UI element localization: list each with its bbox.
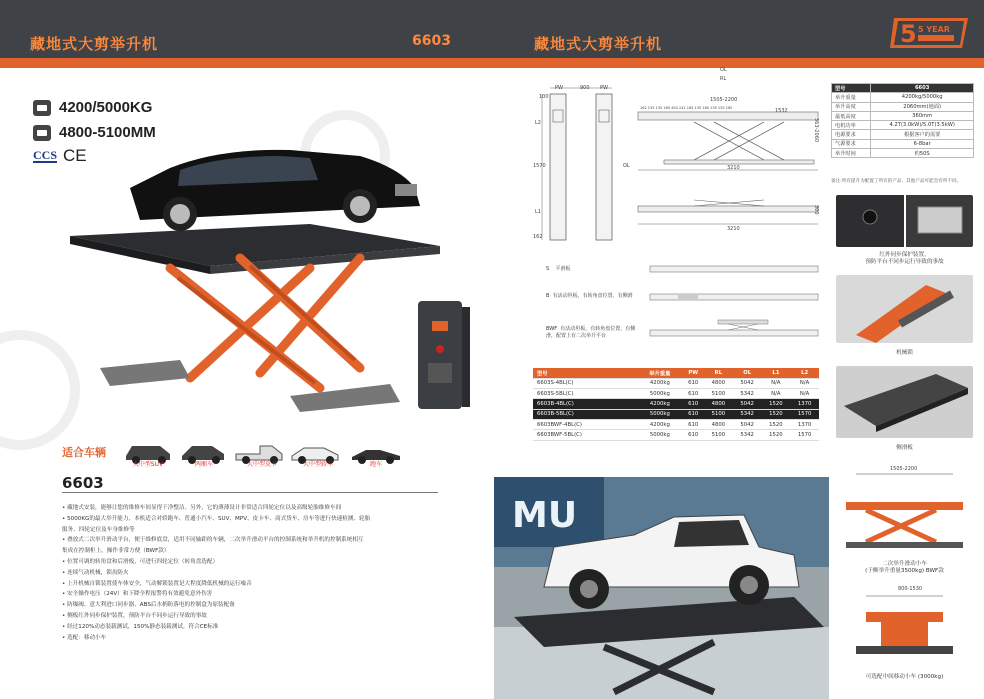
cell: 1370 — [790, 419, 819, 429]
side-view-drawing — [634, 88, 824, 238]
vehicle-label: 跑车 — [369, 461, 382, 468]
variant-b-label: B 有活动坦板，有转角盘位置，有侧滑 — [546, 293, 633, 299]
cell: 5100 — [704, 409, 733, 419]
cell: 1520 — [762, 409, 791, 419]
spec-value: 4200kg/5000kg — [871, 93, 974, 102]
cell: 1520 — [762, 430, 791, 440]
section-title: 6603 — [62, 474, 104, 492]
feature-item: • 连续气动机械，锁齿防火 — [62, 569, 129, 576]
dim-small-series: 162 135 135 160 450 241 165 135 160 135 135 162 — [640, 106, 733, 110]
vehicle-label: 大中型皮卡 — [246, 461, 277, 468]
spec-value: 360mm — [871, 111, 974, 120]
spec-lift-height-value: 4800-5100MM — [59, 124, 156, 141]
cell: 1570 — [790, 430, 819, 440]
vehicle-label: 两厢车 — [194, 461, 213, 468]
variant-table-header: 型号 — [533, 368, 637, 378]
spec-value: 4.2T(3.0kW)/5.0T(3.5kW) — [871, 121, 974, 130]
cell: 5000kg — [637, 389, 682, 399]
feature-item: • 位置可调的转角盘和后滑板，可进行四轮定位（转角盘选配） — [62, 558, 219, 565]
dim-162: 162 — [533, 234, 543, 240]
cell: N/A — [762, 389, 791, 399]
variant-table-header: OL — [733, 368, 762, 378]
dim-900: 900 — [580, 85, 590, 91]
control-cabinet-image — [414, 297, 472, 417]
spec-key: 举升高度 — [832, 102, 871, 111]
feature-item: • 上升机械自锁装置使车体安全，气动解锁装置是大程度降低机械的运行噪音 — [62, 580, 252, 587]
cell: 5042 — [733, 399, 762, 409]
feature-item: • 藏地式安装，能够让您的维修车间显得干净整洁。另外，它的薄薄设计非常适合四轮定位以及高级轮胎维修车间 — [62, 505, 342, 511]
feature-item: • 侧板红外同步保护装置，预防平台不同步运行导致的事故 — [62, 612, 207, 619]
feature-item: • 5000KG的最大举升能力，本机适合对轿跑车、普通小汽车、SUV、MPV、皮卡车、商式货车、房车等进行快速检测、轮胎 — [62, 515, 371, 522]
cell: 6603BWF-4BL(C) — [533, 419, 637, 429]
table-row — [533, 399, 819, 409]
table-row — [533, 378, 819, 388]
cell: 5100 — [704, 430, 733, 440]
dim-1532: 1532 — [775, 108, 788, 114]
header-model-number: 6603 — [412, 33, 451, 49]
mechanical-lock-caption: 机械锁 — [896, 350, 913, 356]
spec-key: 电源要求 — [832, 130, 871, 139]
mobile-jack-photo — [836, 582, 973, 668]
second-lift-jack-photo — [836, 462, 973, 557]
variant-table-header: RL — [704, 368, 733, 378]
table-row — [533, 409, 819, 419]
suitable-vehicles-title: 适合车辆 — [62, 446, 106, 459]
spec-value: 6-8bar — [871, 139, 974, 148]
ccs-logo: CCS — [33, 148, 58, 162]
cell: 4200kg — [637, 419, 682, 429]
cell: 610 — [682, 419, 704, 429]
variant-table-header: 举升重量 — [637, 368, 682, 378]
variant-platform-drawings — [648, 262, 820, 350]
infrared-sensor-photo — [836, 195, 973, 247]
svg-text:5 YEAR: 5 YEAR — [918, 25, 950, 34]
feature-item: 集成在控制柜上，操作非常方便（BWF款） — [62, 548, 170, 555]
feature-item: • 经过120%动态装载测试，150%静态装载测试，符合CE标准 — [62, 623, 219, 630]
variant-s-label: S 平滑板 — [546, 266, 571, 272]
cell: 1370 — [790, 399, 819, 409]
cell: 6603BWF-5BL(C) — [533, 430, 637, 440]
cell: 1520 — [762, 399, 791, 409]
dim-300: 300 — [813, 205, 819, 215]
spec-capacity-value: 4200/5000KG — [59, 99, 153, 116]
feature-item: 服务、四轮定位及车身维修等 — [62, 526, 135, 533]
warranty-logo-icon — [890, 16, 970, 50]
cell: 4800 — [704, 378, 733, 388]
cell: 5100 — [704, 389, 733, 399]
spec-table — [831, 83, 974, 158]
dim-pw-left: PW — [555, 85, 563, 91]
jack-dim-a: 1505-2200 — [890, 466, 918, 472]
dim-ol-top: OL — [720, 67, 727, 73]
vehicle-label: 大中型轿车 — [302, 461, 333, 468]
spec-key: 最低高度 — [832, 111, 871, 120]
spec-table-header: 6603 — [871, 84, 974, 93]
cell: 6603B-4BL(C) — [533, 399, 637, 409]
slide-plate-photo — [836, 366, 973, 438]
banner-text: MU — [512, 495, 578, 536]
mobile-jack-caption: 可选配中间移动小车 (3000kg) — [865, 674, 944, 680]
cell: 4200kg — [637, 399, 682, 409]
feature-item: • 叠放式二次举升滑动平台，便于维修底盘，适用不同轴距的车辆，二次举升滑动平台的控制系统和举升机的控制系统相互 — [62, 537, 364, 544]
height-icon — [33, 125, 51, 141]
feature-item: • 防爆阀、意大利进口同步器、ABS后水柄防落电的控制盒为原装配备 — [62, 602, 235, 609]
spec-note: 备注:所有提升为配置了所有的产品，其他产品可能会有所不同。 — [831, 179, 962, 184]
cell: 6603S-5BL(C) — [533, 389, 637, 399]
cell: N/A — [790, 389, 819, 399]
variant-table-header: L1 — [762, 368, 791, 378]
section-divider — [62, 492, 438, 493]
dim-3210: 3210 — [727, 165, 740, 171]
variant-bwf-label: BWF 有活动坦板，有转角盘位置，有侧滑，配置上有二次举升平台 — [546, 326, 636, 339]
header-title-right: 藏地式大剪举升机 — [534, 35, 663, 53]
variant-table-header: L2 — [790, 368, 819, 378]
cell: N/A — [790, 378, 819, 388]
cell: 5042 — [733, 419, 762, 429]
cell: 6603B-5BL(C) — [533, 409, 637, 419]
dim-rl: RL — [720, 76, 727, 82]
cell: 1570 — [790, 409, 819, 419]
cell: 5000kg — [637, 430, 682, 440]
cell: N/A — [762, 378, 791, 388]
spec-key: 举升时间 — [832, 149, 871, 158]
second-lift-jack-caption: 二次举升滑动小车 (于额举升重量3500kg) BWF款 — [865, 561, 944, 574]
spec-key: 气源要求 — [832, 139, 871, 148]
dim-pw-right: PW — [600, 85, 608, 91]
cell: 1520 — [762, 419, 791, 429]
variant-table-header: PW — [682, 368, 704, 378]
slide-plate-caption: 侧滑板 — [896, 445, 913, 451]
spec-key: 举升重量 — [832, 93, 871, 102]
cell: 4200kg — [637, 378, 682, 388]
variant-table — [533, 368, 819, 441]
dim-100: 100 — [539, 94, 549, 100]
cell: 6603S-4BL(C) — [533, 378, 637, 388]
spec-table-header: 型号 — [832, 84, 871, 93]
infrared-sensor-caption: 红外同步保护装置， 预防平台不同步运行导致的事故 — [865, 252, 944, 265]
cell: 5000kg — [637, 409, 682, 419]
cell: 610 — [682, 430, 704, 440]
table-row — [533, 389, 819, 399]
cell: 4800 — [704, 419, 733, 429]
workshop-photo — [494, 477, 829, 699]
cell: 610 — [682, 389, 704, 399]
vehicle-label: 大中型SUV — [132, 461, 164, 468]
cell: 610 — [682, 378, 704, 388]
dim-ol: OL — [623, 163, 630, 169]
cell: 610 — [682, 399, 704, 409]
dim-l1: L1 — [535, 209, 541, 215]
dim-3210-lower: 3210 — [727, 226, 740, 232]
spec-value: 约50S — [871, 149, 974, 158]
dim-1505-2200: 1505-2200 — [710, 97, 738, 103]
cell: 5342 — [733, 430, 762, 440]
dim-l2: L2 — [535, 120, 541, 126]
dim-1570: 1570 — [533, 163, 546, 169]
spec-key: 电机功率 — [832, 121, 871, 130]
cell: 5042 — [733, 378, 762, 388]
table-row — [533, 419, 819, 429]
weight-icon — [33, 100, 51, 116]
cell: 5342 — [733, 389, 762, 399]
cell: 5342 — [733, 409, 762, 419]
spec-value: 2060mm(地面) — [871, 102, 974, 111]
header-stripe — [0, 58, 984, 68]
feature-item: • 安全操作电压（24V）和下降全程报警将有效避免意外伤害 — [62, 591, 213, 598]
ce-mark: CE — [63, 146, 87, 165]
svg-text:5: 5 — [900, 20, 917, 48]
spec-capacity — [33, 99, 152, 116]
mechanical-lock-photo — [836, 275, 973, 343]
jack-dim-b: 800-1530 — [898, 586, 923, 592]
spec-value: 根据客户的需要 — [871, 130, 974, 139]
dim-height: 363-2060 — [813, 118, 819, 143]
header-title-left: 藏地式大剪举升机 — [30, 35, 159, 53]
cell: 4800 — [704, 399, 733, 409]
table-row — [533, 430, 819, 440]
cell: 610 — [682, 409, 704, 419]
feature-list — [62, 503, 437, 643]
feature-item: • 选配：移动小车 — [62, 634, 107, 641]
